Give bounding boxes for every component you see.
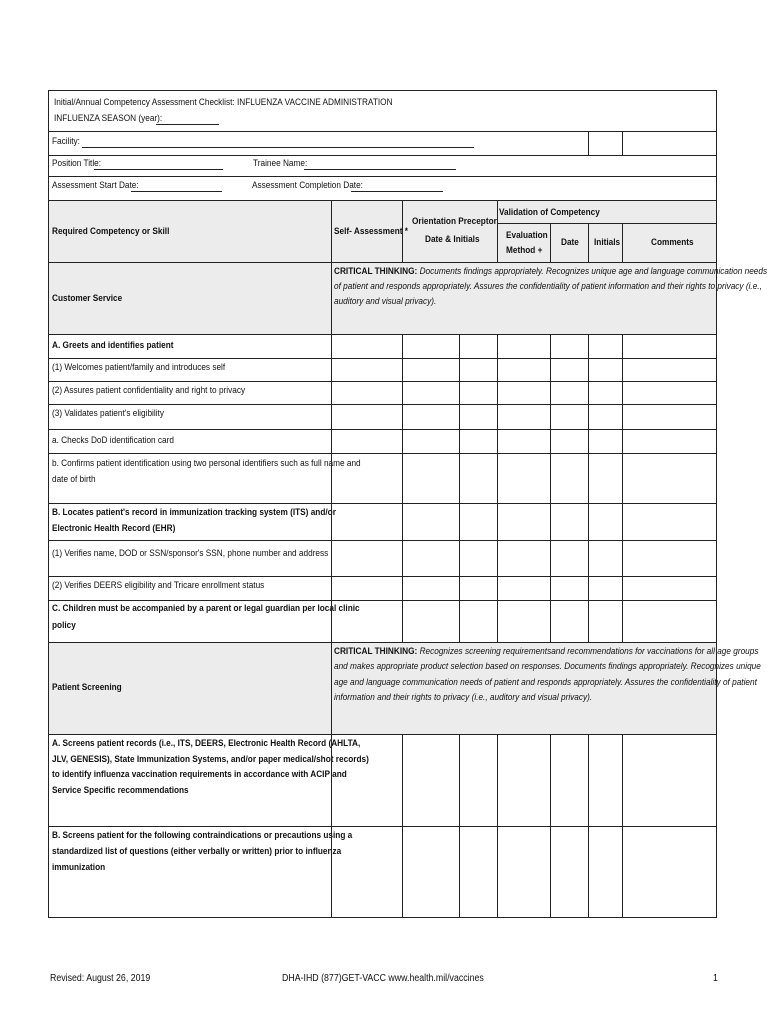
critical-thinking-text <box>334 646 758 658</box>
critical-thinking-line: of patient and responds appropriately. Assures the confidentiality of patient information and their rights to privacy (i.e., <box>334 281 762 292</box>
divider <box>402 734 403 918</box>
competency-row-text: Service Specific recommendations <box>52 785 189 796</box>
divider <box>48 155 717 156</box>
row-divider <box>48 381 717 382</box>
orientation-header-sub: Date & Initials <box>425 234 480 245</box>
divider <box>622 223 623 262</box>
trainee-name-label: Trainee Name: <box>253 158 308 169</box>
divider <box>331 200 332 262</box>
competency-row-text: a. Checks DoD identification card <box>52 435 174 446</box>
competency-row-text: to identify influenza vaccination requirements in accordance with ACIP and <box>52 769 347 780</box>
evaluation-method-header: Evaluation <box>506 230 548 241</box>
row-divider <box>48 600 717 601</box>
start-date-field[interactable] <box>131 191 222 192</box>
competency-row-text: (3) Validates patient's eligibility <box>52 408 164 419</box>
form-title: Initial/Annual Competency Assessment Checklist: INFLUENZA VACCINE ADMINISTRATION <box>54 97 393 108</box>
divider <box>331 642 332 734</box>
row-divider <box>48 503 717 504</box>
row-divider <box>48 826 717 827</box>
completion-date-field[interactable] <box>351 191 443 192</box>
season-field[interactable] <box>156 124 219 125</box>
critical-thinking-line: age and language communication needs of patient and responds appropriately. Assures the confidentiality of patient <box>334 677 757 688</box>
row-divider <box>48 576 717 577</box>
competency-row-text: policy <box>52 620 76 631</box>
self-assessment-header: Self- Assessment * <box>334 226 408 237</box>
competency-row-text: Electronic Health Record (EHR) <box>52 523 176 534</box>
critical-thinking-line: information and their rights to privacy (i.e., auditory and visual privacy). <box>334 692 593 703</box>
divider <box>622 131 623 155</box>
competency-row-text: A. Screens patient records (i.e., ITS, DEERS, Electronic Health Record (AHLTA, <box>52 738 361 749</box>
divider <box>588 334 589 642</box>
competency-row-text: (1) Welcomes patient/family and introduces self <box>52 362 226 373</box>
critical-thinking-line: Documents findings appropriately. Recognizes unique age and language communication needs <box>419 266 768 277</box>
competency-row-text: B. Screens patient for the following contraindications or precautions using a <box>52 830 353 841</box>
divider <box>48 131 717 132</box>
divider <box>48 200 717 201</box>
critical-thinking-label: CRITICAL THINKING: <box>334 646 418 657</box>
competency-row-text: b. Confirms patient identification using two personal identifiers such as full name and <box>52 458 361 469</box>
row-divider <box>48 540 717 541</box>
position-title-label: Position Title: <box>52 158 102 169</box>
divider <box>588 734 589 918</box>
divider <box>48 262 717 263</box>
orientation-header: Orientation Preceptor <box>412 216 497 227</box>
completion-date-label: Assessment Completion Date: <box>252 180 363 191</box>
divider <box>331 734 332 918</box>
facility-label: Facility: <box>52 136 80 147</box>
evaluation-method-header-sub: Method + <box>506 245 543 256</box>
critical-thinking-line: and makes appropriate product selection based on responses. Documents findings appropriately. Recognizes unique <box>334 661 761 672</box>
competency-row-text: (1) Verifies name, DOD or SSN/sponsor's SSN, phone number and address <box>52 548 329 559</box>
facility-field[interactable] <box>82 147 474 148</box>
customer-service-title: Customer Service <box>52 293 123 304</box>
divider <box>588 223 589 262</box>
competency-row-text: (2) Assures patient confidentiality and right to privacy <box>52 385 246 396</box>
competency-row-text: JLV, GENESIS), State Immunization Systems, and/or paper medical/shot records) <box>52 754 369 765</box>
divider <box>48 734 717 735</box>
divider <box>497 223 717 224</box>
validation-header: Validation of Competency <box>499 207 600 218</box>
critical-thinking-line: auditory and visual privacy). <box>334 296 437 307</box>
page-number: 1 <box>713 973 718 984</box>
divider <box>550 734 551 918</box>
divider <box>331 262 332 334</box>
season-label: INFLUENZA SEASON (year): <box>54 113 163 124</box>
divider <box>459 334 460 642</box>
divider <box>48 176 717 177</box>
divider <box>550 334 551 642</box>
required-competency-header: Required Competency or Skill <box>52 226 170 237</box>
initials-header: Initials <box>594 237 621 248</box>
divider <box>402 200 403 262</box>
trainee-name-field[interactable] <box>304 169 456 170</box>
date-header: Date <box>561 237 579 248</box>
row-divider <box>48 429 717 430</box>
divider <box>48 642 717 643</box>
divider <box>497 734 498 918</box>
divider <box>48 334 717 335</box>
divider <box>622 334 623 642</box>
competency-row-text: date of birth <box>52 474 96 485</box>
revision-date: Revised: August 26, 2019 <box>50 973 151 984</box>
divider <box>497 334 498 642</box>
divider <box>331 334 332 642</box>
divider <box>459 734 460 918</box>
competency-row-text: C. Children must be accompanied by a parent or legal guardian per local clinic <box>52 603 360 614</box>
comments-header: Comments <box>651 237 694 248</box>
divider <box>588 131 589 155</box>
row-divider <box>48 453 717 454</box>
divider <box>402 334 403 642</box>
footer-contact: DHA-IHD (877)GET-VACC www.health.mil/vaccines <box>282 973 484 984</box>
competency-row-text: (2) Verifies DEERS eligibility and Tricare enrollment status <box>52 580 265 591</box>
divider <box>550 223 551 262</box>
competency-row-text: A. Greets and identifies patient <box>52 340 174 351</box>
critical-thinking-line: Recognizes screening requirementsand recommendations for vaccinations for all age groups <box>419 646 759 657</box>
critical-thinking-text <box>334 266 767 278</box>
competency-row-text: standardized list of questions (either verbally or written) prior to influenza <box>52 846 342 857</box>
row-divider <box>48 358 717 359</box>
start-date-label: Assessment Start Date: <box>52 180 139 191</box>
patient-screening-title: Patient Screening <box>52 682 122 693</box>
divider <box>622 734 623 918</box>
divider <box>497 200 498 262</box>
position-title-field[interactable] <box>94 169 223 170</box>
competency-row-text: B. Locates patient's record in immunization tracking system (ITS) and/or <box>52 507 336 518</box>
row-divider <box>48 404 717 405</box>
critical-thinking-label: CRITICAL THINKING: <box>334 266 418 277</box>
competency-row-text: immunization <box>52 862 106 873</box>
